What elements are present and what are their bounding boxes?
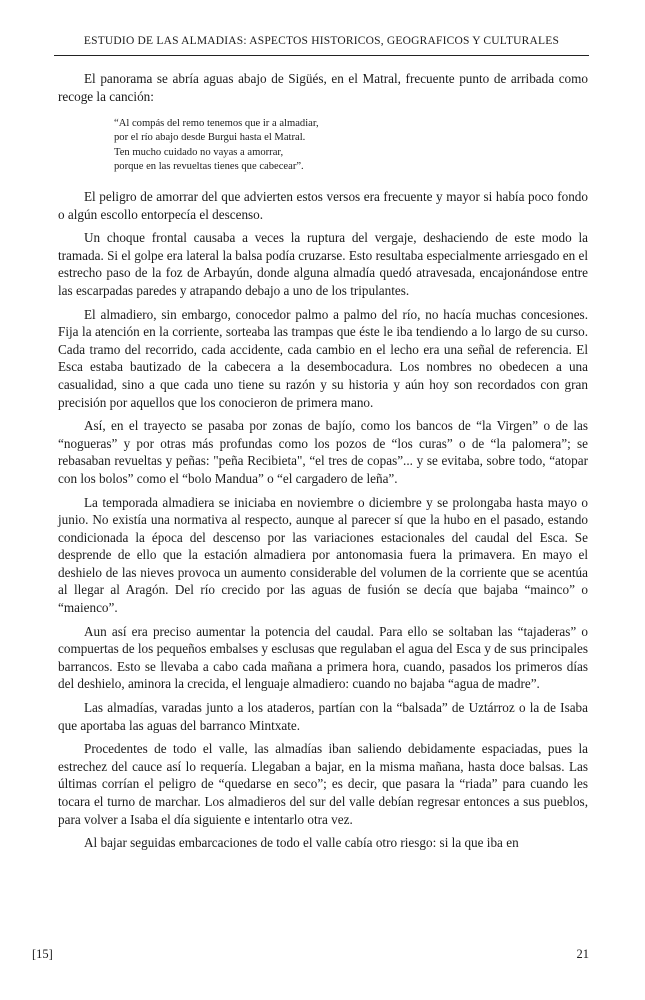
running-head: ESTUDIO DE LAS ALMADIAS: ASPECTOS HISTORICOS, GEOGRAFICOS Y CULTURALES (83, 35, 560, 47)
paragraph: La temporada almadiera se iniciaba en noviembre o diciembre y se prolongaba hasta mayo o junio. No existía una normativa al respecto, aunque al parecer sí que la hubo en el pasado, estando condicionada la época del descenso por las variaciones estacionales del caudal del Esca. Se desprende de ello que la estación almadiera por antonomasia fuera la primavera. En mayo el deshielo de las nieves provoca un aumento considerable del volumen de la corriente que se acentúa al llegar al Aragón. Del río crecido por las aguas de fusión se decía que bajaba “mainco” o “maienco”. (58, 494, 588, 616)
verse-line: Ten mucho cuidado no vayas a amorrar, (114, 146, 284, 158)
paragraph: Procedentes de todo el valle, las almadías iban saliendo debidamente espaciadas, pues la estrechez del cauce así lo requería. Llegaban a bajar, en la misma mañana, hasta doce balsas. Las últimas corrían el peligro de “quedarse en seco”; es decir, que pasara la “riada” para cuando les tocara el turno de marchar. Los almadieros del sur del valle debían regresar entonces a sus pueblos, para volver a Isaba el día siguiente e intentarlo otra vez. (58, 741, 588, 827)
paragraph: Al bajar seguidas embarcaciones de todo el valle cabía otro riesgo: si la que iba en (84, 835, 519, 851)
song-verse (114, 117, 588, 174)
paragraph: El almadiero, sin embargo, conocedor palmo a palmo del río, no hacía muchas concesiones. Fija la atención en la corriente, sorteaba las trampas que éste le iba tendiendo a lo largo de su curso. Cada tramo del recorrido, cada accidente, cada cambio en el lecho era una señal de referencia. El Esca estaba bautizado de la cabecera a la desembocadura. Los nombres no obedecen a una casualidad, sino a que cada uno tiene su razón y su historia y aún hoy son recordados con gran precisión por aquellos que los conocieron de primera mano. (58, 306, 588, 410)
page-number: 21 (576, 947, 589, 961)
verse-line: “Al compás del remo tenemos que ir a almadiar, (114, 118, 319, 130)
verse-line: por el río abajo desde Burgui hasta el Matral. (114, 132, 306, 144)
paragraph: Las almadías, varadas junto a los ataderos, partían con la “balsada” de Uztárroz o la de Isaba que aportaba las aguas del barranco Mintxate. (58, 700, 588, 733)
paragraph: El peligro de amorrar del que advierten estos versos era frecuente y mayor si había poco fondo o algún escollo entorpecía el descenso. (58, 189, 588, 222)
paragraph: Así, en el trayecto se pasaba por zonas de bajío, como los bancos de “la Virgen” o de las “nogueras” y por otras más profundas como los pozos de “los curas” o de “la palomera”; se rebasaban revueltas y peñas: "peña Recibieta", “el tres de copas”... y se evitaba, sobre todo, “atopar con los bolos” como el “bolo Mandua” o “el cargadero de leña”. (58, 418, 588, 486)
paragraph: Un choque frontal causaba a veces la ruptura del vergaje, deshaciendo de este modo la tramada. Si el golpe era lateral la balsa podía cruzarse. Esto resultaba especialmente arriesgado en el estrecho paso de la foz de Arbayún, donde alguna almadía quedó atravesada, encajonándose entre las escarpadas paredes y atrapando debajo a uno de los tripulantes. (58, 230, 588, 298)
header-rule (54, 55, 589, 56)
paragraph: Aun así era preciso aumentar la potencia del caudal. Para ello se soltaban las “tajaderas” o compuertas de los pequeños embalses y esclusas que regulaban el agua del Esca y de sus principales barrancos. Esto se llevaba a cabo cada mañana a primera hora, cuando, pasados los primeros días del deshielo, aminora la crecida, el lenguaje almadiero: cuando no bajaba “agua de madre”. (58, 623, 588, 692)
folio-bracket-number: [15] (32, 947, 53, 961)
paragraph: El panorama se abría aguas abajo de Sigüés, en el Matral, frecuente punto de arribada como recoge la canción: (58, 71, 588, 104)
body-text (58, 70, 588, 858)
verse-line: porque en las revueltas tienes que cabecear”. (114, 160, 304, 172)
